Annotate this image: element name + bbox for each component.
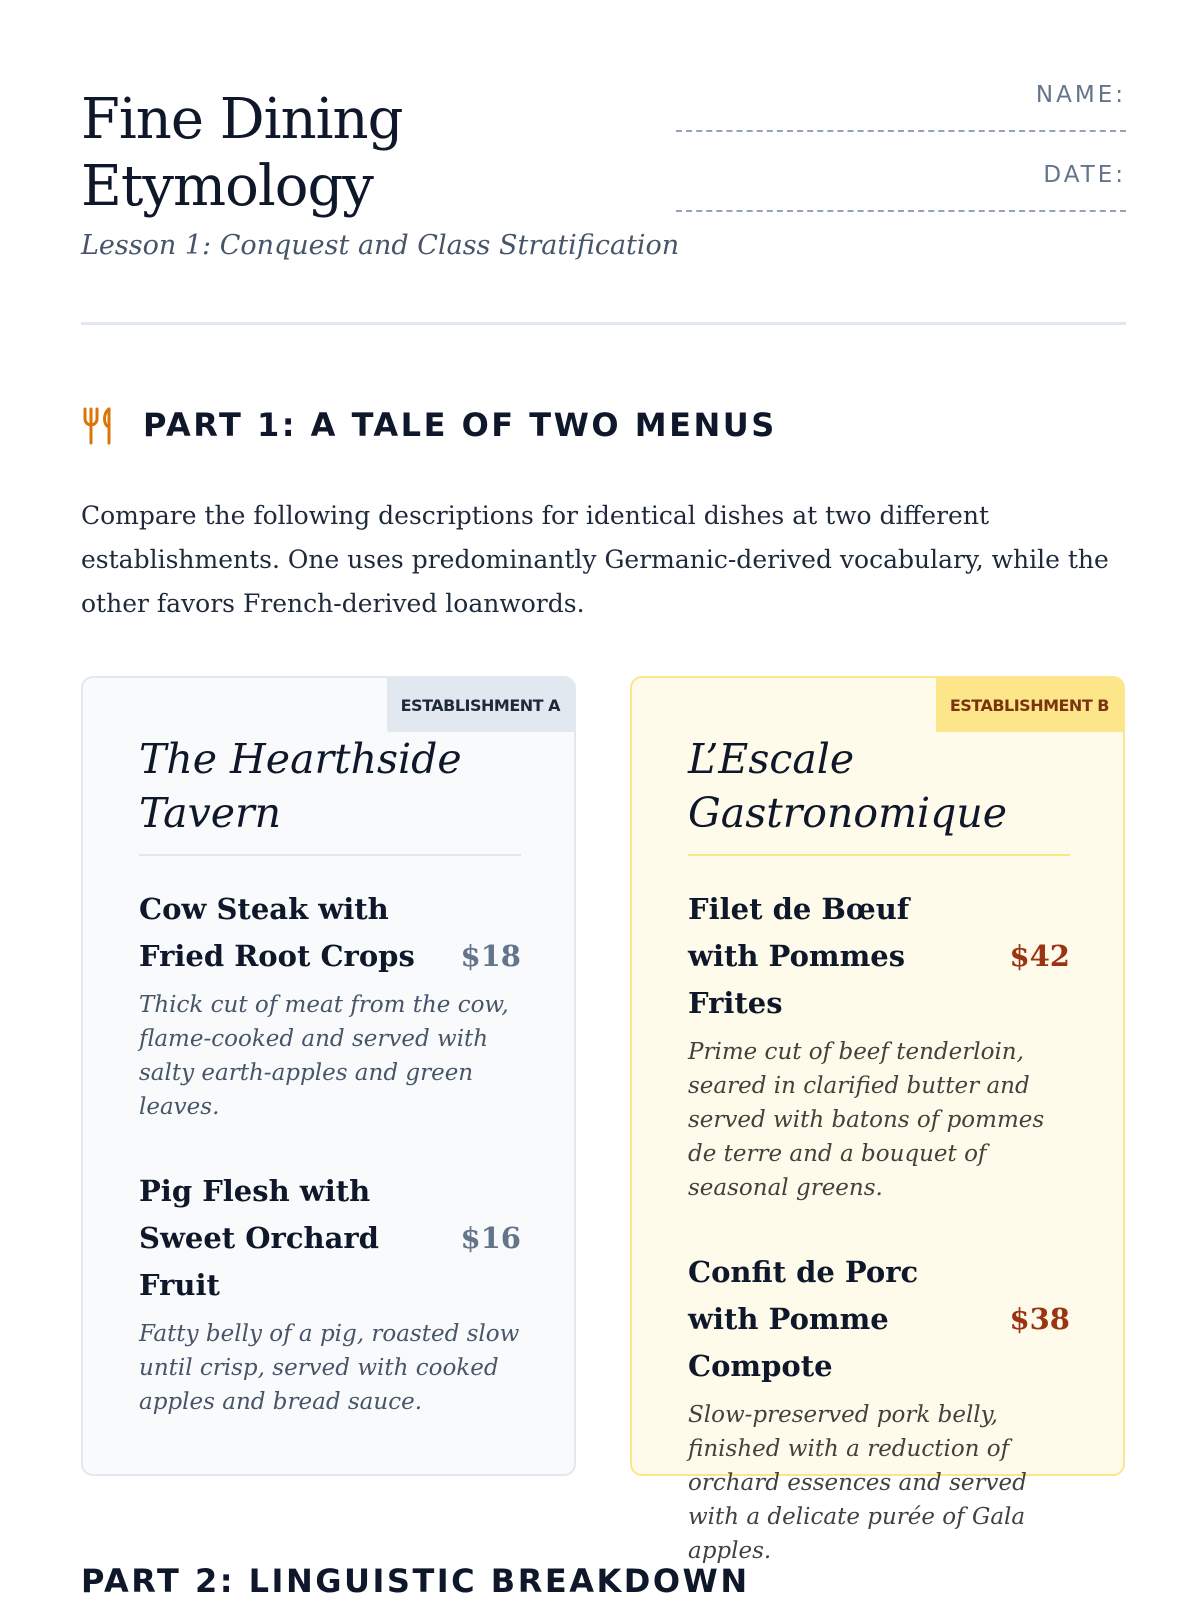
venue-name: L’Escale Gastronomique [688,732,1070,856]
menu-item [688,886,1070,1205]
name-field[interactable] [676,80,1126,160]
part2-title: PART 2: LINGUISTIC BREAKDOWN [81,1562,750,1600]
menu-item [688,1249,1070,1568]
dish-price: $38 [1009,1302,1070,1336]
dish-description: Slow-preserved pork belly, finished with a reduction of orchard essences and served with a delicate purée of Gala apples. [688,1402,1027,1564]
page-title: Fine Dining Etymology [81,87,403,219]
establishment-badge: ESTABLISHMENT A [387,678,574,732]
worksheet-header [81,80,1126,325]
worksheet-page [81,0,1126,1600]
date-label: DATE: [1043,162,1126,188]
student-fields [676,80,1126,240]
venue-name: The Hearthside Tavern [139,732,521,856]
dish-description: Thick cut of meat from the cow, flame-cooked and served with salty earth-apples and green leaves. [139,992,509,1120]
dish-price: $18 [460,939,521,973]
menu-item [139,1168,521,1419]
name-line[interactable] [676,130,1126,132]
dish-name: Cow Steak with Fried Root Crops [139,892,415,973]
dish-price: $16 [460,1221,521,1255]
dish-description: Fatty belly of a pig, roasted slow until crisp, served with cooked apples and bread sauce. [139,1321,520,1415]
name-label: NAME: [1035,82,1126,108]
dish-price: $42 [1009,939,1070,973]
menu-card-establishment-a [81,676,576,1476]
dish-name: Confit de Porc with Pomme Compote [688,1255,919,1383]
page-subtitle: Lesson 1: Conquest and Class Stratification [81,230,680,261]
menu-card-establishment-b [630,676,1125,1564]
part1-heading [81,400,777,450]
date-field[interactable] [676,160,1126,240]
utensils-icon [81,405,121,445]
dish-description: Prime cut of beef tenderloin, seared in clarified butter and served with batons of pommes de terre and a bouquet of seasonal greens. [688,1039,1045,1201]
dish-name: Pig Flesh with Sweet Orchard Fruit [139,1174,379,1302]
part1-title: PART 1: A TALE OF TWO MENUS [143,406,777,444]
menu-item [139,886,521,1124]
part1-intro: Compare the following descriptions for identical dishes at two different establishments. One uses predominantly Germanic-derived vocabulary, while the other favors French-derived loanwords. [81,501,1109,618]
dish-name: Filet de Bœuf with Pommes Frites [688,892,910,1020]
date-line[interactable] [676,210,1126,212]
establishment-badge: ESTABLISHMENT B [936,678,1123,732]
